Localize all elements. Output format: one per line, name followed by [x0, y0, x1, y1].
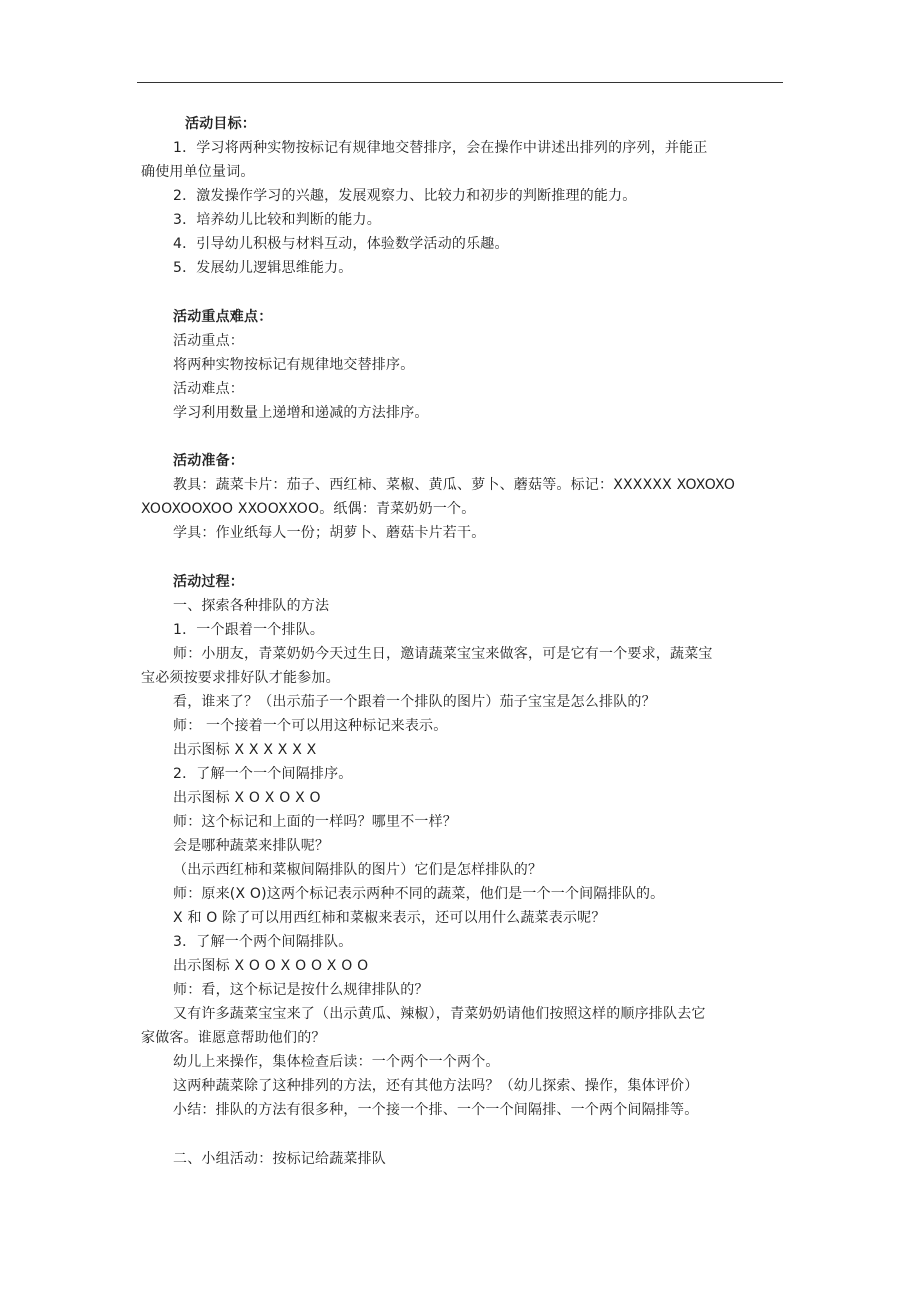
- goal-item-1: 1．学习将两种实物按标记有规律地交替排序，会在操作中讲述出排列的序列，并能正: [173, 140, 708, 156]
- process-line: X 和 O 除了可以用西红柿和菜椒来表示，还可以用什么蔬菜表示呢？: [173, 910, 606, 926]
- process-line: 宝必须按要求排好队才能参加。: [141, 670, 340, 686]
- difficulty-label: 活动难点：: [173, 381, 244, 397]
- process-line: 出示图标 X O O X O O X O O: [173, 958, 369, 974]
- process-line: （出示西红柿和菜椒间隔排队的图片）它们是怎样排队的？: [173, 862, 543, 878]
- prep-teaching-tools-cont: XOOXOOXOO XXOOXXOO。纸偶：青菜奶奶一个。: [141, 501, 476, 517]
- goal-item-3: 3．培养幼儿比较和判断的能力。: [173, 212, 381, 228]
- process-line: 师：小朋友，青菜奶奶今天过生日，邀请蔬菜宝宝来做客，可是它有一个要求，蔬菜宝: [173, 646, 713, 662]
- key-point-label: 活动重点：: [173, 333, 244, 349]
- process-line: 师：看，这个标记是按什么规律排队的？: [173, 982, 429, 998]
- prep-heading: 活动准备：: [173, 453, 244, 469]
- prep-learning-tools: 学具：作业纸每人一份；胡萝卜、蘑菇卡片若干。: [173, 525, 486, 541]
- goals-heading: 活动目标：: [185, 116, 256, 132]
- process-line: 师：这个标记和上面的一样吗？哪里不一样？: [173, 814, 457, 830]
- process-line: 家做客。谁愿意帮助他们的？: [141, 1030, 326, 1046]
- group-activity-heading: 二、小组活动：按标记给蔬菜排队: [173, 1151, 386, 1167]
- process-line: 又有许多蔬菜宝宝来了（出示黄瓜、辣椒），青菜奶奶请他们按照这样的顺序排队去它: [173, 1006, 706, 1022]
- process-line: 出示图标 X O X O X O: [173, 790, 321, 806]
- key-point-text: 将两种实物按标记有规律地交替排序。: [173, 357, 415, 373]
- goal-item-1-cont: 确使用单位量词。: [141, 164, 255, 180]
- focus-heading: 活动重点难点：: [173, 309, 273, 325]
- process-line: 师： 一个接着一个可以用这种标记来表示。: [173, 718, 448, 734]
- process-line: 这两种蔬菜除了这种排列的方法，还有其他方法吗？（幼儿探索、操作，集体评价）: [173, 1078, 699, 1094]
- process-line: 会是哪种蔬菜来排队呢？: [173, 838, 330, 854]
- process-summary: 小结：排队的方法有很多种，一个接一个排、一个一个间隔排、一个两个间隔排等。: [173, 1102, 699, 1118]
- process-part-1-title: 一、探索各种排队的方法: [173, 598, 330, 614]
- process-line: 看，谁来了？（出示茄子一个跟着一个排队的图片）茄子宝宝是怎么排队的？: [173, 694, 656, 710]
- goal-item-5: 5．发展幼儿逻辑思维能力。: [173, 260, 353, 276]
- process-line: 师：原来(X O)这两个标记表示两种不同的蔬菜，他们是一个一个间隔排队的。: [173, 886, 665, 902]
- difficulty-text: 学习利用数量上递增和递减的方法排序。: [173, 405, 429, 421]
- process-line: 1．一个跟着一个排队。: [173, 622, 325, 638]
- process-heading: 活动过程：: [173, 574, 244, 590]
- process-line: 2．了解一个一个间隔排序。: [173, 766, 353, 782]
- process-line: 出示图标 X X X X X X: [173, 742, 317, 758]
- goal-item-4: 4．引导幼儿积极与材料互动，体验数学活动的乐趣。: [173, 236, 509, 252]
- process-line: 3．了解一个两个间隔排队。: [173, 934, 353, 950]
- goal-item-2: 2．激发操作学习的兴趣，发展观察力、比较力和初步的判断推理的能力。: [173, 188, 637, 204]
- process-line: 幼儿上来操作，集体检查后读：一个两个一个两个。: [173, 1054, 500, 1070]
- header-rule: [137, 82, 783, 83]
- prep-teaching-tools: 教具：蔬菜卡片：茄子、西红柿、菜椒、黄瓜、萝卜、蘑菇等。标记：XXXXXX XOXOXO: [173, 477, 736, 493]
